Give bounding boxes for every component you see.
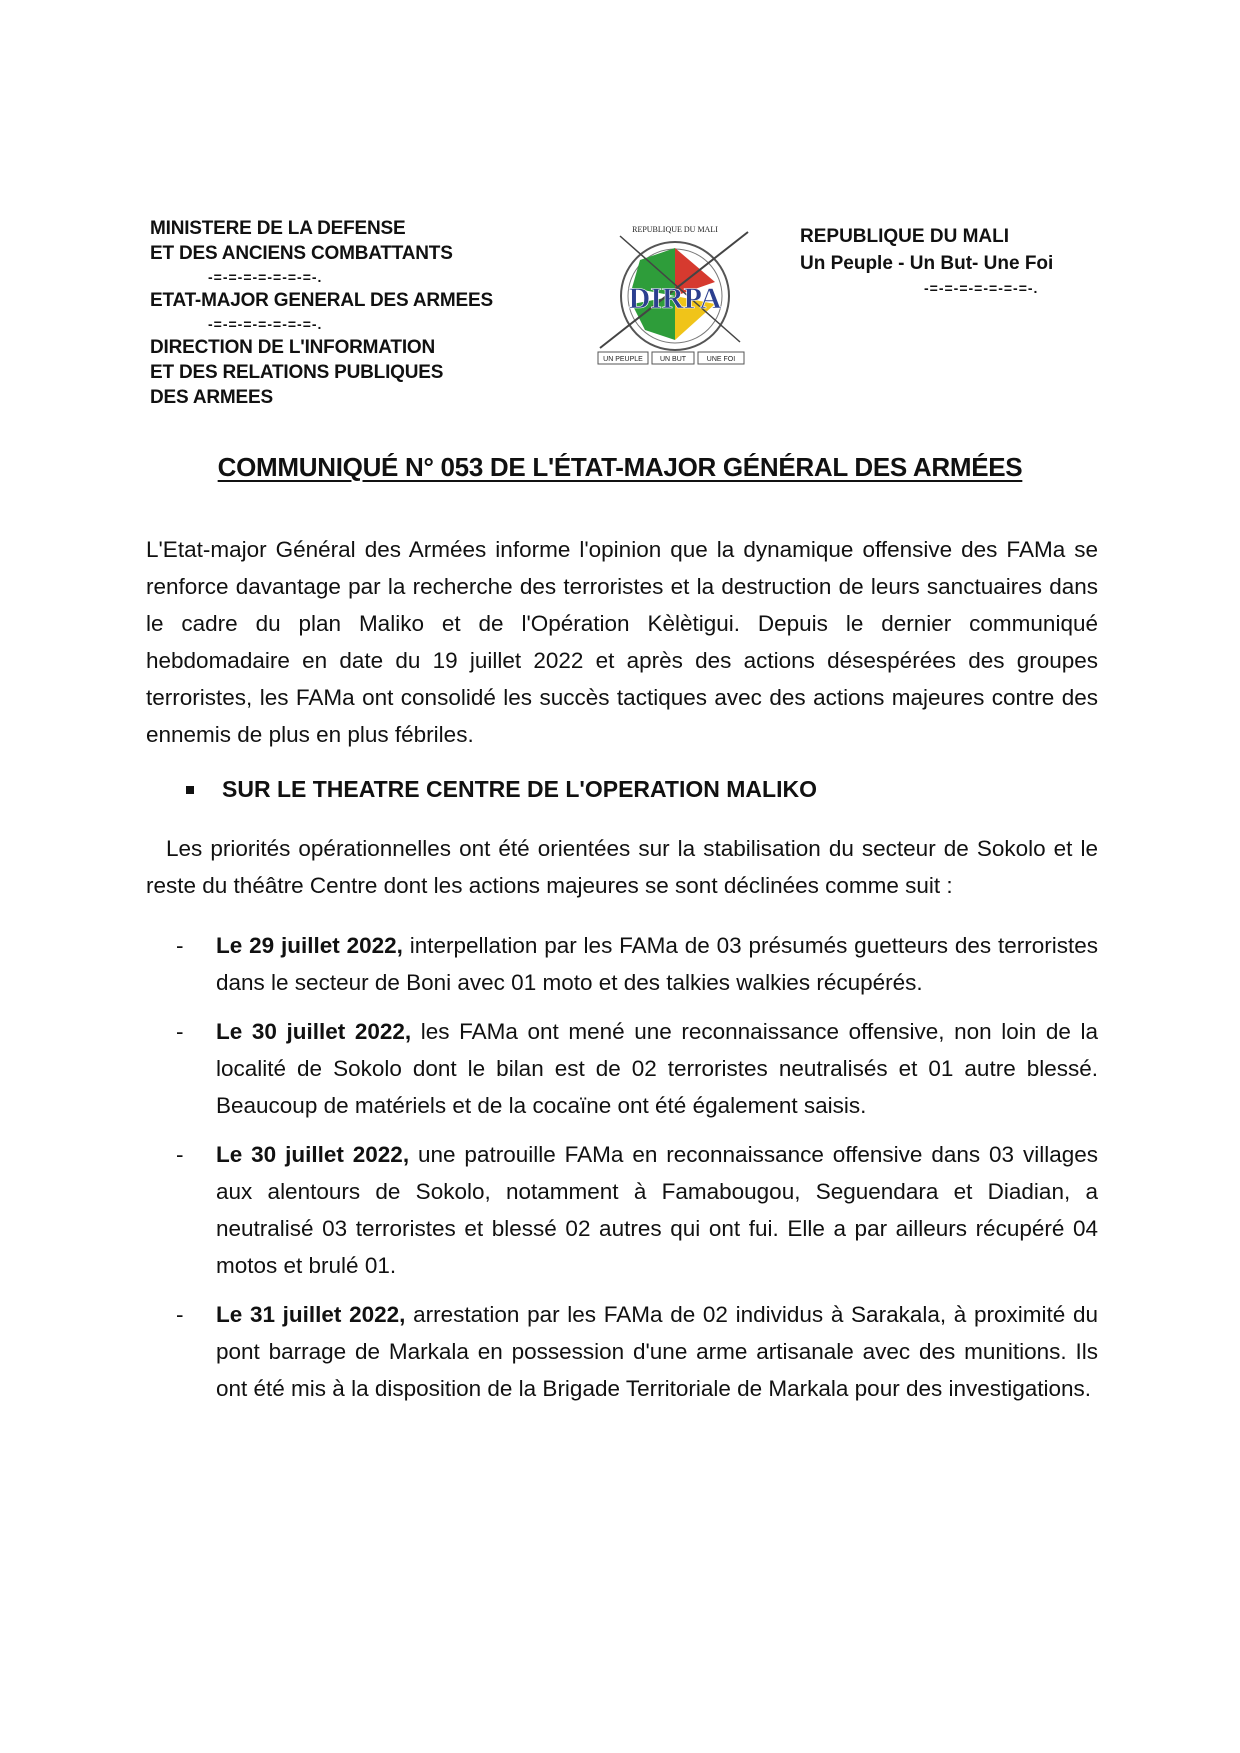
event-date: Le 31 juillet 2022, — [216, 1301, 406, 1327]
issuer-block — [150, 216, 550, 410]
separator: -=-=-=-=-=-=-=-. — [924, 280, 1039, 296]
section-heading-text: SUR LE THEATRE CENTRE DE L'OPERATION MALIKO — [222, 776, 817, 802]
intro-paragraph: L'Etat-major Général des Armées informe l'opinion que la dynamique offensive des FAMa se renforce davantage par la recherche des terroristes et la destruction de leurs sanctuaires dans le cadre du plan Maliko et de l'Opération Kèlètigui. Depuis le dernier communiqué hebdomadaire en date du 19 juillet 2022 et après des actions désespérées des groupes terroristes, les FAMa ont consolidé les succès tactiques avec des actions majeures contre des ennemis de plus en plus fébriles. — [146, 537, 1098, 747]
event-text: une patrouille FAMa en reconnaissance offensive dans 03 villages aux alentours de Sokolo, notamment à Famabougou, Seguendara et Diadian, a neutralisé 03 terroristes et blessé 02 autres qui ont fui. Elle a par ailleurs récupéré 04 motos et brulé 01. — [216, 1141, 1098, 1278]
section-intro: Les priorités opérationnelles ont été orientées sur la stabilisation du secteur de Sokolo et le reste du théâtre Centre dont les actions majeures se sont déclinées comme suit : — [146, 836, 1098, 898]
national-motto: Un Peuple - Un But- Une Foi — [800, 253, 1054, 274]
event-date: Le 30 juillet 2022, — [216, 1018, 412, 1044]
direction-line-3: DES ARMEES — [150, 387, 273, 408]
dash-bullet: - — [176, 932, 184, 958]
logo-motto-3: UNE FOI — [706, 356, 736, 363]
event-text: interpellation par les FAMa de 03 présumés guetteurs des terroristes dans le secteur de Boni avec 01 moto et des talkies walkies récupérés. — [216, 932, 1098, 995]
list-item — [146, 1013, 1098, 1124]
communique-body — [146, 531, 1098, 1407]
list-item — [146, 1136, 1098, 1284]
square-bullet-icon — [186, 786, 194, 794]
event-text: arrestation par les FAMa de 02 individus à Sarakala, à proximité du pont barrage de Markala en possession d'une arme artisanale avec des munitions. Ils ont été mis à la disposition de la Brigade Territoriale de Markala pour des investigations. — [216, 1301, 1098, 1401]
separator: -=-=-=-=-=-=-=-. — [208, 316, 323, 332]
logo-motto-1: UN PEUPLE — [603, 356, 643, 363]
republic-name: REPUBLIQUE DU MALI — [800, 226, 1009, 247]
event-date: Le 30 juillet 2022, — [216, 1141, 410, 1167]
list-item — [146, 927, 1098, 1001]
direction-line-1: DIRECTION DE L'INFORMATION — [150, 337, 436, 358]
event-text: les FAMa ont mené une reconnaissance offensive, non loin de la localité de Sokolo dont le bilan est de 02 terroristes neutralisés et 01 autre blessé. Beaucoup de matériels et de la cocaïne ont été également saisis. — [216, 1018, 1098, 1118]
separator: -=-=-=-=-=-=-=-. — [208, 269, 323, 285]
logo-arc-text: REPUBLIQUE DU MALI — [632, 225, 718, 234]
dash-bullet: - — [176, 1301, 184, 1327]
staff-line: ETAT-MAJOR GENERAL DES ARMEES — [150, 290, 493, 311]
logo-dirpa-text: DIRPA — [628, 282, 722, 315]
event-date: Le 29 juillet 2022, — [216, 932, 403, 958]
direction-line-2: ET DES RELATIONS PUBLIQUES — [150, 362, 444, 383]
dirpa-logo — [590, 218, 760, 366]
list-item — [146, 1296, 1098, 1407]
communique-title: COMMUNIQUÉ N° 053 DE L'ÉTAT-MAJOR GÉNÉRAL DES ARMÉES — [217, 452, 1023, 482]
ministry-line-1: MINISTERE DE LA DEFENSE — [150, 218, 406, 239]
dash-bullet: - — [176, 1018, 184, 1044]
dash-bullet: - — [176, 1141, 184, 1167]
events-list — [146, 927, 1098, 1407]
section-heading — [146, 771, 1098, 808]
logo-motto-2: UN BUT — [659, 356, 687, 363]
ministry-line-2: ET DES ANCIENS COMBATTANTS — [150, 243, 453, 264]
republic-block — [800, 223, 1100, 299]
